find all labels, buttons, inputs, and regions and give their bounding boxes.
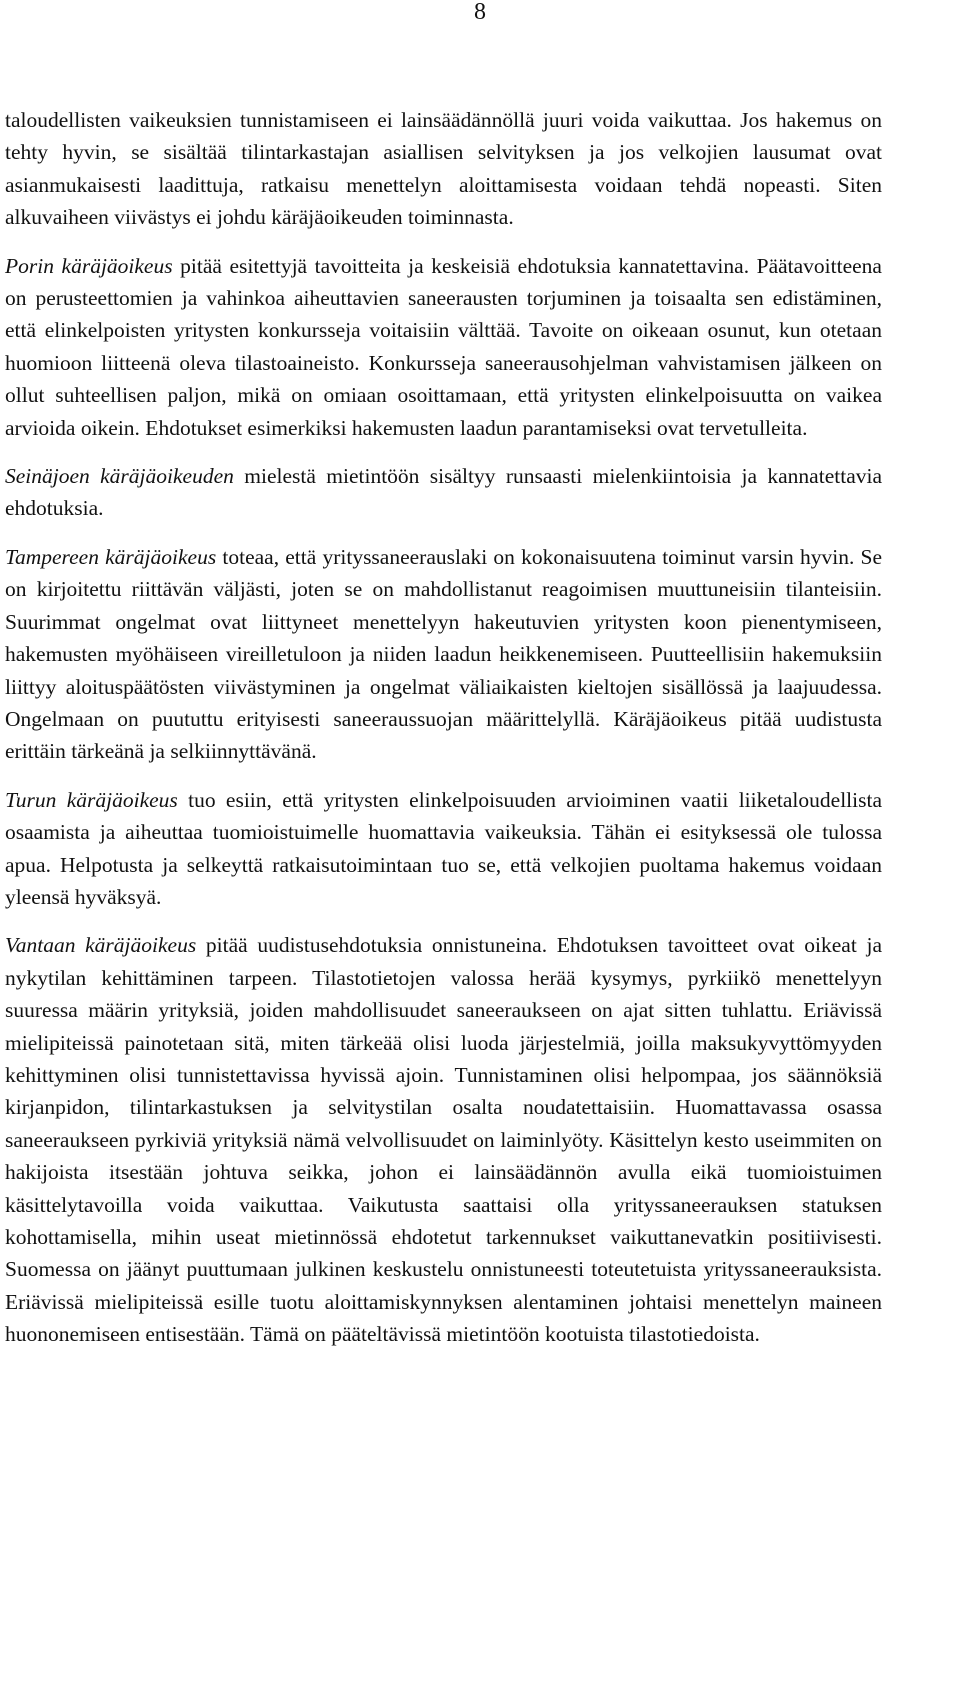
court-name-seinajoen: Seinäjoen käräjäoikeuden [5,464,234,489]
paragraph-tampereen [5,541,882,768]
paragraph-1-text: taloudellisten vaikeuksien tunnistamiseen ei lainsäädännöllä juuri voida vaikuttaa. Jos hakemus on tehty hyvin, se sisältää tilintarkastajan asiallisen selvityksen ja jos velkojien lausumat ovat asianmukaisesti laadittuja, ratkaisu menettelyn aloittamisesta voidaan tehdä nopeasti. Siten alkuvaiheen viivästys ei johdu käräjäoikeuden toiminnasta. [5,108,882,230]
paragraph-1 [5,104,882,234]
paragraph-seinajoen [5,460,882,525]
paragraph-vantaan-text: pitää uudistusehdotuksia onnistuneina. Ehdotuksen tavoitteet ovat oikeat ja nykytilan kehittäminen tarpeen. Tilastotietojen valossa herää kysymys, pyrkiikö menettelyyn suuressa määrin yrityksiä, joiden mahdollisuudet saneeraukseen on ajat sitten tuhlattu. Eriävissä mielipiteissä painotetaan sitä, miten tärkeää olisi luoda järjestelmiä, joilla maksukyvyttömyyden kehittyminen olisi tunnistettavissa hyvissä ajoin. Tunnistaminen olisi helpompaa, jos säännöksiä kirjanpidon, tilintarkastuksen ja selvitystilan osalta noudatettaisiin. Huomattavassa osassa saneeraukseen pyrkiviä yrityksiä nämä velvollisuudet on laiminlyöty. Käsittelyn kesto useimmiten on hakijoista itsestään johtuva seikka, johon ei lainsäädännön avulla eikä tuomioistuimen käsittelytavoilla voida vaikuttaa. Vaikutusta saattaisi olla yrityssaneerauksen statuksen kohottamisella, mihin useat mietinnössä ehdotetut tarkennukset vaikuttanevatkin positiivisesti. Suomessa on jäänyt puuttumaan julkinen keskustelu onnistuneesti toteutetuista yrityssaneerauksista. Eriävissä mielipiteissä esille tuotu aloittamiskynnyksen alentaminen johtaisi menettelyn maineen huononemiseen entisestään. Tämä on pääteltävissä mietintöön kootuista tilastotiedoista. [5,933,882,1347]
paragraph-porin-text: pitää esitettyjä tavoitteita ja keskeisiä ehdotuksia kannatettavina. Päätavoitteena on perusteettomien ja vahinkoa aiheuttavien saneerausten torjuminen ja toisaalta sen edistäminen, että elinkelpoisten yritysten konkursseja voitaisiin välttää. Tavoite on oikeaan osunut, kun otetaan huomioon liitteenä oleva tilastoaineisto. Konkursseja saneerausohjelman vahvistamisen jälkeen on ollut suhteellisen paljon, mikä on omiaan osoittamaan, että yritysten elinkelpoisuutta on vaikea arvioida oikein. Ehdotukset esimerkiksi hakemusten laadun parantamiseksi ovat tervetulleita. [5,253,882,440]
court-name-turun: Turun käräjäoikeus [5,787,178,812]
paragraph-vantaan [5,929,882,1350]
document-body [5,104,882,1367]
court-name-vantaan: Vantaan käräjäoikeus [5,933,197,958]
page-number: 8 [474,0,486,25]
paragraph-seinajoen-text: mielestä mietintöön sisältyy runsaasti mielenkiintoisia ja kannatettavia ehdotuksia. [5,464,882,521]
paragraph-tampereen-text: toteaa, että yrityssaneerauslaki on kokonaisuutena toiminut varsin hyvin. Se on kirjoitettu riittävän väljästi, joten se on mahdollistanut reagoimisen muuttuneisiin tilanteisiin. Suurimmat ongelmat ovat liittyneet menettelyyn hakeutuvien yritysten koon pienentymiseen, hakemusten myöhäiseen vireilletuloon ja niiden laadun heikkenemiseen. Puutteellisiin hakemuksiin liittyy aloituspäätösten viivästyminen ja ongelmat väliaikaisten kieltojen sisällössä ja laajuudessa. Ongelmaan on puututtu erityisesti saneeraussuojan määrittelyllä. Käräjäoikeus pitää uudistusta erittäin tärkeänä ja selkiinnyttävänä. [5,544,882,764]
paragraph-turun-text: tuo esiin, että yritysten elinkelpoisuuden arvioiminen vaatii liiketaloudellista osaamista ja aiheuttaa tuomioistuimelle huomattavia vaikeuksia. Tähän ei esityksessä ole tulossa apua. Helpotusta ja selkeyttä ratkaisutoimintaan tuo se, että velkojien puoltama hakemus voidaan yleensä hyväksyä. [5,787,882,909]
paragraph-porin [5,250,882,444]
court-name-tampereen: Tampereen käräjäoikeus [5,544,217,569]
paragraph-turun [5,784,882,914]
court-name-porin: Porin käräjäoikeus [5,253,173,278]
